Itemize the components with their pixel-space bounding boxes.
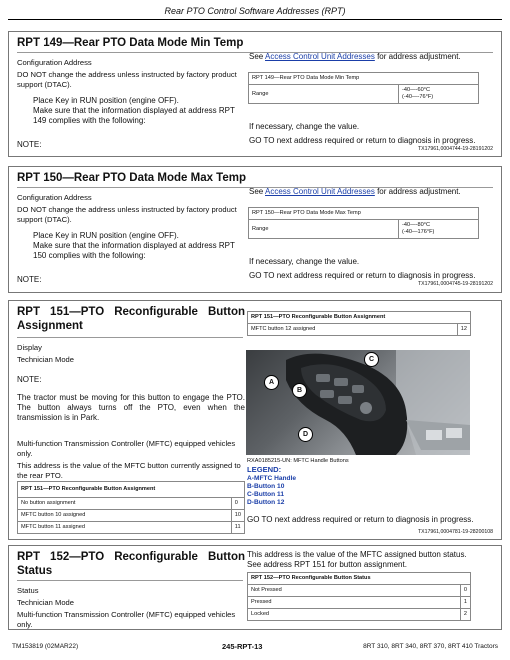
instruction-text: GO TO next address required or return to diagnosis in progress. xyxy=(249,271,476,280)
category-label: Display xyxy=(17,343,42,352)
table-cell: -40—-60°C (-40—-76°F) xyxy=(399,85,479,104)
mftc-handle-photo xyxy=(246,350,470,455)
section-title: RPT 150—Rear PTO Data Mode Max Temp xyxy=(17,172,247,184)
legend-item: B-Button 10 xyxy=(247,483,285,490)
section-rpt150 xyxy=(8,166,502,293)
table-cell: Range xyxy=(249,220,399,239)
mftc-text: Multi-function Transmission Controller (MFTC) equipped vehicles only. xyxy=(17,439,236,458)
table-row: No button assignment 0 xyxy=(18,498,245,510)
section-title: RPT 151—PTO Reconfigurable Button Assignment xyxy=(17,306,245,332)
note-text: The tractor must be moving for this button to engage the PTO. The button always turns off the PTO, even when the transmission is in Park. xyxy=(17,393,245,422)
reference-code: TX17961,0004745-19-28191202 xyxy=(418,281,493,287)
footer-left: TM153819 (02MAR22) xyxy=(12,643,79,650)
divider xyxy=(17,580,243,581)
page-number: 245-RPT-13 xyxy=(222,642,263,651)
mftc-text: Multi-function Transmission Controller (MFTC) equipped vehicles only. xyxy=(17,610,236,629)
callout-c: C xyxy=(364,352,379,367)
section-rpt149 xyxy=(8,31,502,157)
table-row: Pressed 1 xyxy=(248,597,471,609)
table-header: RPT 150—Rear PTO Data Mode Max Temp xyxy=(249,208,479,220)
legend-title: LEGEND: xyxy=(247,465,282,474)
see-reference: See Access Control Unit Addresses for address adjustment. xyxy=(249,52,461,61)
step-text: Place Key in RUN position (engine OFF). xyxy=(33,231,179,240)
table-row: MFTC button 12 assigned 12 xyxy=(248,324,471,336)
figure-caption: RXA0185215-UN: MFTC Handle Buttons xyxy=(247,458,349,464)
table-cell: Range xyxy=(249,85,399,104)
note-label: NOTE: xyxy=(17,375,42,384)
instruction-text: GO TO next address required or return to diagnosis in progress. xyxy=(247,515,474,524)
reference-code: TX17961,0004744-19-28191202 xyxy=(418,146,493,152)
description-text: This address is the value of the MFTC assigned button status. See address RPT 151 for button assignment. xyxy=(247,550,467,569)
mftc-handle-illustration xyxy=(246,350,470,455)
table-row: MFTC button 11 assigned 11 xyxy=(18,522,245,534)
legend-item: A-MFTC Handle xyxy=(247,475,297,482)
access-control-link[interactable]: Access Control Unit Addresses xyxy=(265,52,375,61)
callout-b: B xyxy=(292,383,307,398)
range-table xyxy=(248,72,479,104)
instruction-text: If necessary, change the value. xyxy=(249,257,360,266)
section-title: RPT 149—Rear PTO Data Mode Min Temp xyxy=(17,37,244,49)
page-header: Rear PTO Control Software Addresses (RPT) xyxy=(8,6,502,20)
category-label: Configuration Address xyxy=(17,193,92,202)
step-text: Make sure that the information displayed at address RPT 149 complies with the following: xyxy=(33,106,235,125)
step-text: Place Key in RUN position (engine OFF). xyxy=(33,96,179,105)
mode-label: Technician Mode xyxy=(17,598,74,607)
warning-text: DO NOT change the address unless instructed by factory product support (DTAC). xyxy=(17,70,237,89)
reference-code: TX17961,0004781-19-28200108 xyxy=(418,529,493,535)
warning-text: DO NOT change the address unless instructed by factory product support (DTAC). xyxy=(17,205,237,224)
section-title: RPT 152—PTO Reconfigurable Button Status xyxy=(17,551,245,577)
instruction-text: GO TO next address required or return to diagnosis in progress. xyxy=(249,136,476,145)
legend-item: D-Button 12 xyxy=(247,499,285,506)
access-control-link[interactable]: Access Control Unit Addresses xyxy=(265,187,375,196)
table-header: RPT 151—PTO Reconfigurable Button Assignment xyxy=(18,482,245,498)
table-row: MFTC button 10 assigned 10 xyxy=(18,510,245,522)
table-cell: -40—-80°C (-40—176°F) xyxy=(399,220,479,239)
table-header: RPT 151—PTO Reconfigurable Button Assignment xyxy=(248,312,471,324)
status-table xyxy=(247,572,471,621)
footer-right: 8RT 310, 8RT 340, 8RT 370, 8RT 410 Tractors xyxy=(363,643,498,650)
assignment-table xyxy=(17,481,245,534)
description-text: This address is the value of the MFTC button currently assigned to the rear PTO. xyxy=(17,461,241,480)
category-label: Status xyxy=(17,586,39,595)
see-reference: See Access Control Unit Addresses for address adjustment. xyxy=(249,187,461,196)
category-label: Configuration Address xyxy=(17,58,92,67)
table-row: Not Pressed 0 xyxy=(248,585,471,597)
assignment-table-continued xyxy=(247,311,471,336)
table-header: RPT 152—PTO Reconfigurable Button Status xyxy=(248,573,471,585)
section-rpt152 xyxy=(8,545,502,630)
note-label: NOTE: xyxy=(17,275,42,284)
instruction-text: If necessary, change the value. xyxy=(249,122,360,131)
range-table xyxy=(248,207,479,239)
note-label: NOTE: xyxy=(17,140,42,149)
legend-item: C-Button 11 xyxy=(247,491,284,498)
callout-a: A xyxy=(264,375,279,390)
table-row: Locked 2 xyxy=(248,609,471,621)
table-header: RPT 149—Rear PTO Data Mode Min Temp xyxy=(249,73,479,85)
mode-label: Technician Mode xyxy=(17,355,74,364)
divider xyxy=(17,337,243,338)
callout-d: D xyxy=(298,427,313,442)
step-text: Make sure that the information displayed at address RPT 150 complies with the following: xyxy=(33,241,235,260)
